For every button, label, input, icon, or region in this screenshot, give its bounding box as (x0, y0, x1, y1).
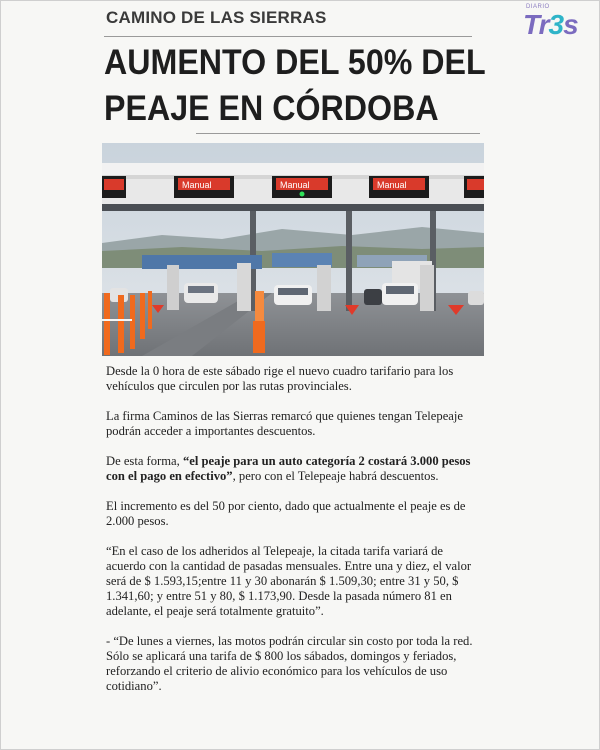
headline-rule (196, 133, 480, 134)
paragraph-6: - “De lunes a viernes, las motos podrán circular sin costo por toda la red. Sólo se aplicará una tarifa de $ 800 los sábados, domingos y feriados, reforzando el criterio de alivio económico para los vehículos de uso cotidiano”. (106, 634, 473, 693)
headline-line-2: PEAJE EN CÓRDOBA (104, 89, 439, 128)
top-rule (104, 36, 472, 37)
booth-sign-3: Manual (377, 180, 407, 190)
paragraph-2: La firma Caminos de las Sierras remarcó que quienes tengan Telepeaje podrán acceder a importantes descuentos. (106, 409, 463, 438)
headline-line-1: AUMENTO DEL 50% DEL (104, 43, 486, 82)
toll-plaza-illustration (102, 143, 484, 356)
logo-mark: Tr3s (523, 9, 578, 40)
section-kicker: CAMINO DE LAS SIERRAS (106, 8, 327, 27)
paragraph-1: Desde la 0 hora de este sábado rige el nuevo cuadro tarifario para los vehículos que circulen por las rutas provinciales. (106, 364, 454, 393)
diario-tres-logo (519, 3, 581, 45)
paragraph-4: El incremento es del 50 por ciento, dado que actualmente el peaje es de 2.000 pesos. (106, 499, 466, 528)
quoted-price: “el peaje para un auto categoría 2 costará 3.000 pesos con el pago en efectivo” (106, 454, 471, 483)
booth-sign-2: Manual (280, 180, 310, 190)
toll-plaza-photo (102, 143, 484, 356)
paragraph-5: “En el caso de los adheridos al Telepeaje, la citada tarifa variará de acuerdo con la cantidad de pasadas mensuales. Entre una y diez, el valor será de $ 1.593,15;entre 11 y 30 abonarán $ 1.509,30; entre 31 y 50, $ 1.341,60; y entre 51 y 80, $ 1.173,90. Desde la pasada número 81 en adelante, el peaje será totalmente gratuito”. (106, 544, 472, 618)
headline (104, 40, 486, 132)
logo-small-text: DIARIO (526, 4, 550, 10)
paragraph-3: De esta forma, “el peaje para un auto categoría 2 costará 3.000 pesos con el pago en efectivo”, pero con el Telepeaje habrá descuentos. (106, 454, 471, 483)
booth-sign-1: Manual (182, 180, 212, 190)
article-body (106, 364, 476, 708)
